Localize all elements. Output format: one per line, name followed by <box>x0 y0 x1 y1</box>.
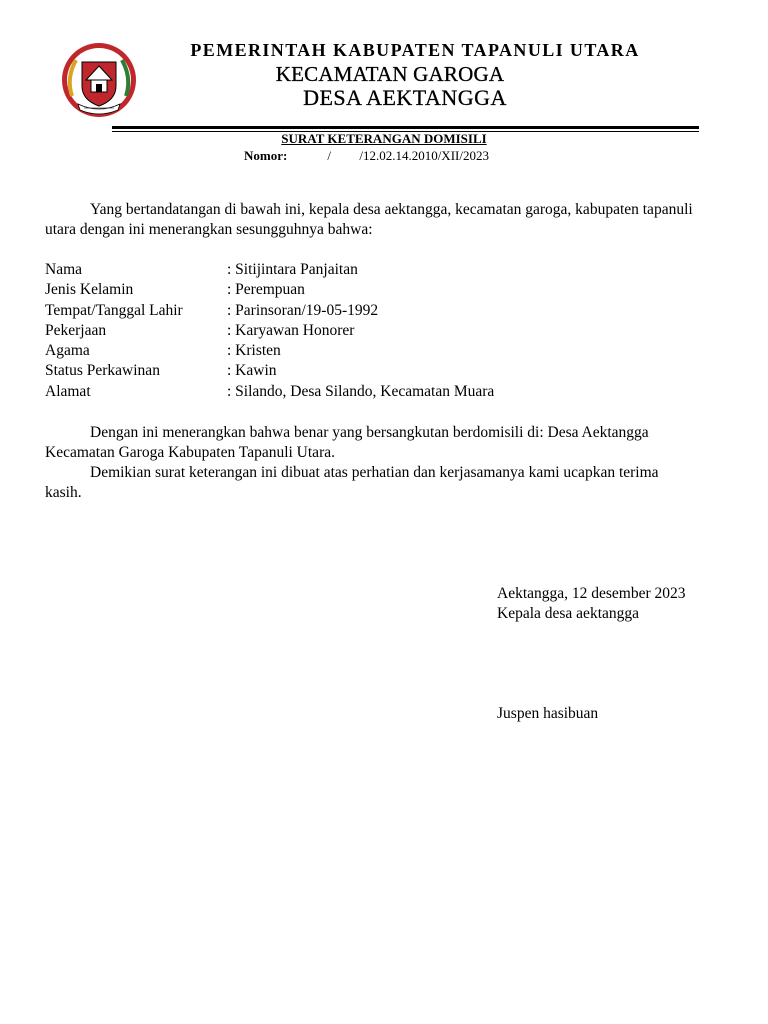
letter-number-value: /12.02.14.2010/XII/2023 <box>359 148 489 163</box>
letter-number-label: Nomor: <box>244 148 288 163</box>
field-value: : Silando, Desa Silando, Kecamatan Muara <box>227 382 495 400</box>
field-value: : Karyawan Honorer <box>227 321 355 339</box>
letter-number <box>244 148 489 164</box>
field-row <box>45 301 494 321</box>
field-row <box>45 382 494 402</box>
field-row <box>45 341 494 361</box>
intro-paragraph <box>45 200 695 240</box>
field-value: : Kawin <box>227 362 277 380</box>
closing-text: Demikian surat keterangan ini dibuat atas perhatian dan kerjasamanya kami ucapkan terima kasih. <box>45 464 659 501</box>
closing-paragraph <box>45 463 695 503</box>
field-label: Jenis Kelamin <box>45 281 134 299</box>
district-name: KECAMATAN GAROGA <box>275 62 505 86</box>
field-row <box>45 361 494 381</box>
letterhead-divider-thick <box>112 126 699 129</box>
letterhead <box>0 0 768 140</box>
government-name: PEMERINTAH KABUPATEN TAPANULI UTARA <box>190 40 640 60</box>
resident-details <box>45 260 494 402</box>
field-label: Status Perkawinan <box>45 362 160 380</box>
field-label: Agama <box>45 342 90 360</box>
domicile-text: Dengan ini menerangkan bahwa benar yang bersangkutan berdomisili di: Desa Aektangga Kecamatan Garoga Kabupaten Tapanuli Utara. <box>45 424 649 461</box>
signature-position: Kepala desa aektangga <box>497 605 640 622</box>
domicile-paragraph <box>45 423 695 463</box>
letter-number-slash: / <box>327 148 331 163</box>
signature-place-date: Aektangga, 12 desember 2023 <box>497 585 686 602</box>
field-label: Pekerjaan <box>45 321 107 339</box>
signatory-name: Juspen hasibuan <box>497 705 599 722</box>
village-name: DESA AEKTANGGA <box>303 85 507 110</box>
intro-text: Yang bertandatangan di bawah ini, kepala desa aektangga, kecamatan garoga, kabupaten tapanuli utara dengan ini menerangkan sesungguhnya bahwa: <box>45 201 693 238</box>
regency-emblem-icon <box>58 40 140 120</box>
field-label: Nama <box>45 261 83 278</box>
field-row <box>45 280 494 300</box>
letter-title: SURAT KETERANGAN DOMISILI <box>281 131 487 146</box>
field-label: Alamat <box>45 382 91 400</box>
field-label: Tempat/Tanggal Lahir <box>45 301 183 319</box>
field-row <box>45 260 494 280</box>
field-value: : Sitijintara Panjaitan <box>227 261 358 278</box>
field-row <box>45 321 494 341</box>
field-value: : Parinsoran/19-05-1992 <box>227 301 379 319</box>
field-value: : Perempuan <box>227 281 305 299</box>
field-value: : Kristen <box>227 342 281 360</box>
